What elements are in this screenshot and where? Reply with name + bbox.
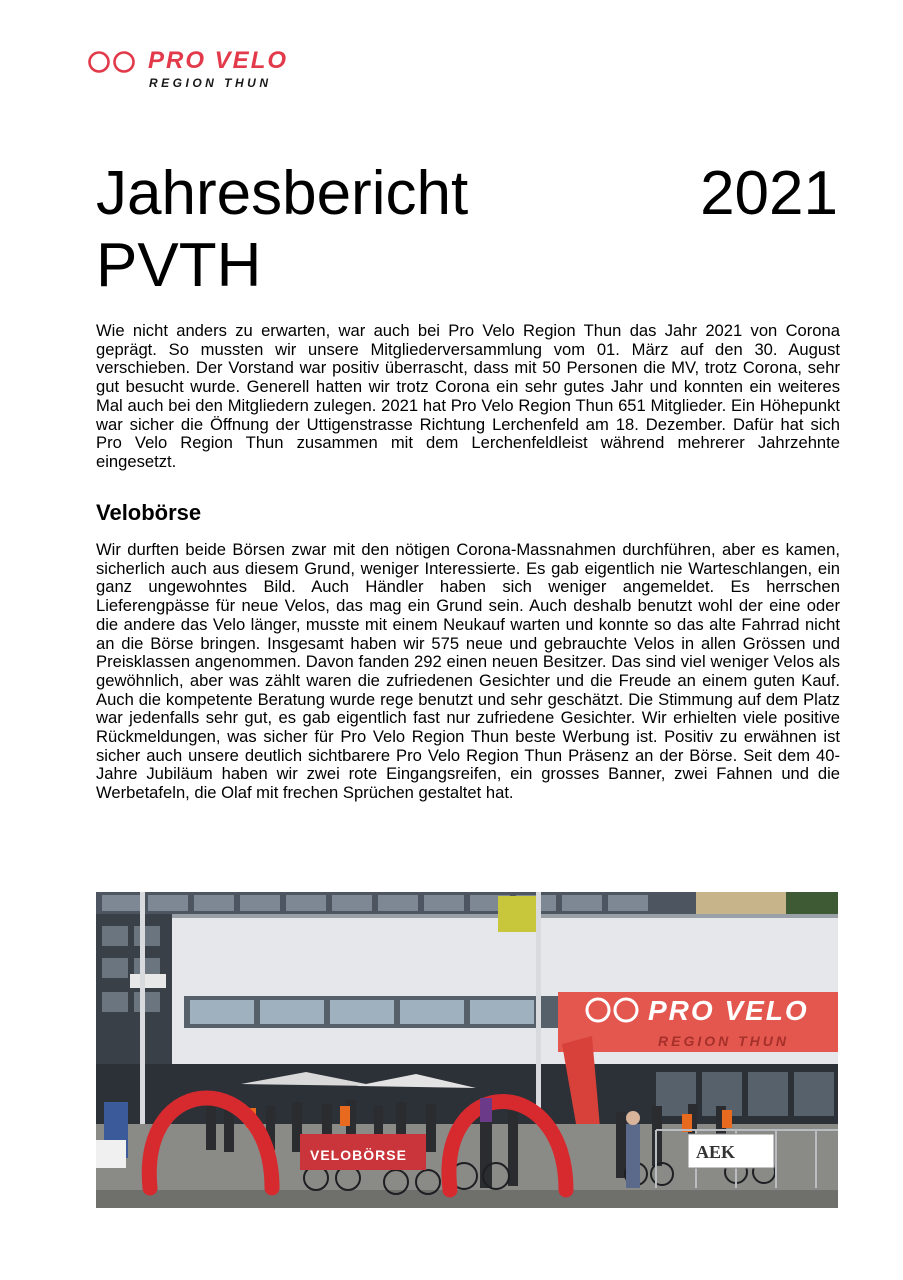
title-word: Jahresbericht xyxy=(96,159,469,228)
table-banner-text: VELOBÖRSE xyxy=(310,1147,407,1163)
page-title xyxy=(96,158,838,230)
intro-paragraph: Wie nicht anders zu erwarten, war auch bei Pro Velo Region Thun das Jahr 2021 von Corona geprägt. So mussten wir unsere Mitgliederversammlung vom 01. März auf den 30. August verschieben. Der Vorstand war positiv überrascht, dass mit 50 Personen die MV, trotz Corona, sehr gut besucht wurde. Generell hatten wir trotz Corona ein sehr gutes Jahr und konnten ein weiteres Mal auch bei den Mitgliedern zulegen. 2021 hat Pro Velo Region Thun 651 Mitglieder. Ein Höhepunkt war sicher die Öffnung der Uttigenstrasse Richtung Lerchenfeld am 18. Dezember. Dafür hat sich Pro Velo Region Thun zusammen mit dem Lerchenfeldleist während mehrerer Jahrzehnte eingesetzt. xyxy=(96,321,840,471)
event-photo xyxy=(96,892,838,1208)
title-subtitle: PVTH xyxy=(96,231,262,300)
logo-rings-icon xyxy=(88,50,144,74)
title-year: 2021 xyxy=(700,159,838,228)
banner-name: PRO VELO xyxy=(648,995,809,1026)
pro-velo-logo xyxy=(88,46,328,96)
sign-text: AEK xyxy=(696,1142,736,1162)
banner-region: REGION THUN xyxy=(658,1033,789,1049)
section-paragraph: Wir durften beide Börsen zwar mit den nötigen Corona-Massnahmen durchführen, aber es kamen, sicherlich auch aus diesem Grund, weniger Interessierte. Es gab eigentlich nie Warteschlangen, ein ganz ungewohntes Bild. Auch Händler haben sich weniger angemeldet. Es herrschen Lieferengpässe für neue Velos, das mag ein Grund sein. Auch deshalb benutzt wohl der eine oder die andere das Velo länger, musste mit einem Neukauf warten und konnte so das alte Fahrrad nicht an die Börse bringen. Insgesamt haben wir 575 neue und gebrauchte Velos in allen Grössen und Preisklassen angenommen. Davon fanden 292 einen neuen Besitzer. Das sind viel weniger Velos als gewöhnlich, aber was zählt waren die zufriedenen Gesichter und die Freude an einem guten Kauf. Auch die kompetente Beratung wurde rege benutzt und sehr geschätzt. Die Stimmung auf dem Platz war jedenfalls sehr gut, es gab eigentlich fast nur zufriedene Gesichter. Wir erhielten viele positive Rückmeldungen, was sicher für Pro Velo Region Thun beste Werbung ist. Positiv zu erwähnen ist sicher auch unsere deutlich sichtbarere Pro Velo Region Thun Präsenz an der Börse. Seit dem 40-Jahre Jubiläum haben wir zwei rote Eingangsreifen, ein grosses Banner, zwei Fahnen und die Werbetafeln, die Olaf mit frechen Sprüchen gestaltet hat. xyxy=(96,540,840,803)
logo-name: PRO VELO xyxy=(148,47,289,74)
logo-region: REGION THUN xyxy=(149,76,272,90)
section-heading: Velobörse xyxy=(96,500,202,525)
